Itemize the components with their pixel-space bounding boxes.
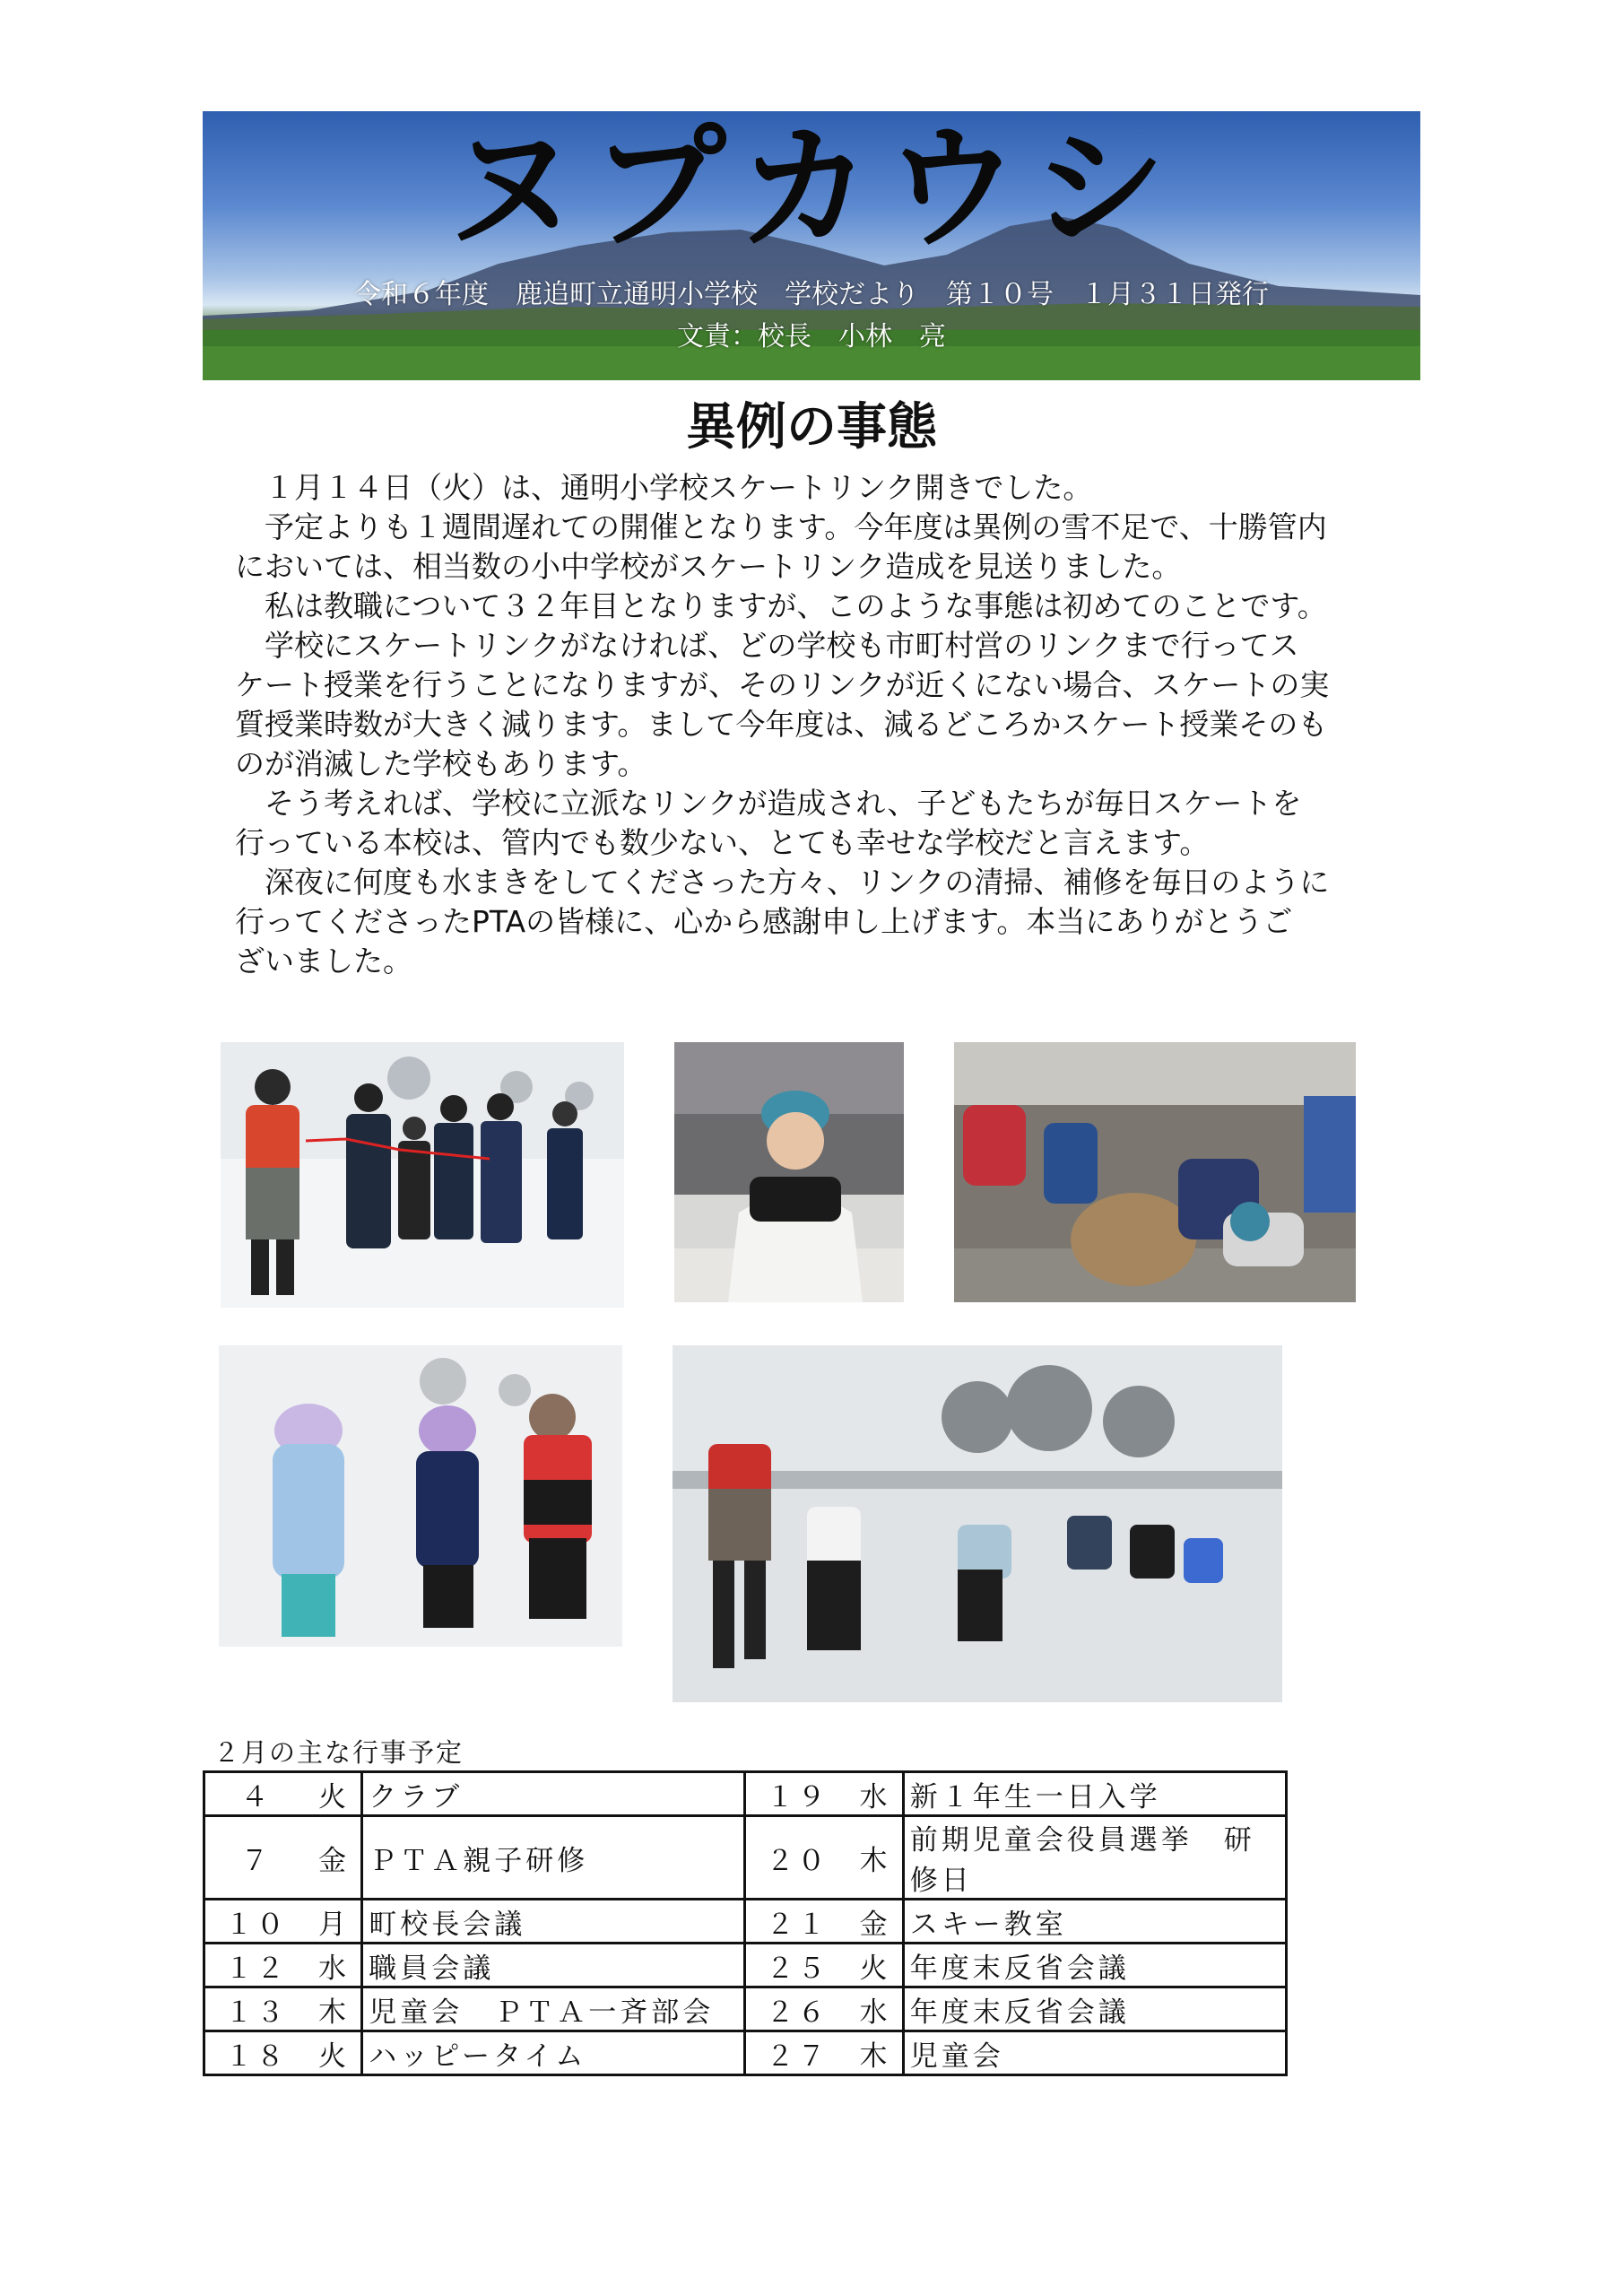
- schedule-day: ４: [204, 1772, 308, 1816]
- schedule-day: ２７: [745, 2031, 848, 2075]
- table-row: [204, 1816, 1287, 1900]
- schedule-event: クラブ: [362, 1772, 745, 1816]
- schedule-day: １８: [204, 2031, 308, 2075]
- schedule-weekday: 火: [308, 2031, 362, 2075]
- table-row: [204, 1900, 1287, 1944]
- table-row: [204, 1772, 1287, 1816]
- schedule-day: １２: [204, 1944, 308, 1987]
- schedule-weekday: 水: [308, 1944, 362, 1987]
- table-row: [204, 1944, 1287, 1987]
- schedule-weekday: 水: [848, 1772, 903, 1816]
- table-row: [204, 1987, 1287, 2031]
- schedule-weekday: 水: [848, 1987, 903, 2031]
- schedule-weekday: 火: [308, 1772, 362, 1816]
- photo-rink-opening-ceremony: [221, 1042, 624, 1308]
- newsletter-author: 文責：校長 小林 亮: [677, 321, 946, 352]
- photo-student-portrait: [674, 1042, 904, 1302]
- photo-skaters-in-line: [673, 1345, 1282, 1702]
- schedule-day: １９: [745, 1772, 848, 1816]
- schedule-event: 年度末反省会議: [903, 1944, 1286, 1987]
- schedule-weekday: 木: [848, 1816, 903, 1900]
- schedule-event: 児童会 ＰＴＡ一斉部会: [362, 1987, 745, 2031]
- schedule-weekday: 金: [308, 1816, 362, 1900]
- newsletter-title: ヌプカウシ: [444, 111, 1179, 267]
- schedule-day: ２５: [745, 1944, 848, 1987]
- article-paragraph: 学校にスケートリンクがなければ、どの学校も市町村営のリンクまで行ってス ケート授業を行うことになりますが、そのリンクが近くにない場合、スケートの実 質授業時数が大きく減ります。まして今年度は、減るどころかスケート授業そのも のが消滅した学校もあります。: [235, 628, 1330, 781]
- schedule-day: １０: [204, 1900, 308, 1944]
- schedule-event: 前期児童会役員選挙 研修日: [903, 1816, 1286, 1900]
- newsletter-issue-info: 令和６年度 鹿追町立通明小学校 学校だより 第１０号 １月３１日発行: [354, 279, 1269, 310]
- schedule-day: １３: [204, 1987, 308, 2031]
- schedule-event: 年度末反省会議: [903, 1987, 1286, 2031]
- schedule-weekday: 火: [848, 1944, 903, 1987]
- schedule-table: [203, 1770, 1288, 2076]
- header-banner: [203, 111, 1420, 380]
- article-heading: 異例の事態: [686, 398, 937, 457]
- schedule-event: 新１年生一日入学: [903, 1772, 1286, 1816]
- article-paragraph: １月１４日（火）は、通明小学校スケートリンク開きでした。: [235, 470, 1093, 505]
- schedule-weekday: 月: [308, 1900, 362, 1944]
- article-paragraph: そう考えれば、学校に立派なリンクが造成され、子どもたちが毎日スケートを 行っている本校は、管内でも数少ない、とても幸せな学校だと言えます。: [235, 786, 1302, 860]
- schedule-weekday: 木: [308, 1987, 362, 2031]
- schedule-day: ２０: [745, 1816, 848, 1900]
- article-paragraph: 深夜に何度も水まきをしてくださった方々、リンクの清掃、補修を毎日のように 行ってくださったPTAの皆様に、心から感謝申し上げます。本当にありがとうご ざいました。: [235, 865, 1330, 978]
- schedule-event: 職員会議: [362, 1944, 745, 1987]
- article-paragraph: 予定よりも１週間遅れての開催となります。今年度は異例の雪不足で、十勝管内 においては、相当数の小中学校がスケートリンク造成を見送りました。: [235, 509, 1327, 584]
- schedule-weekday: 金: [848, 1900, 903, 1944]
- schedule-event: 町校長会議: [362, 1900, 745, 1944]
- schedule-event: スキー教室: [903, 1900, 1286, 1944]
- schedule-day: ７: [204, 1816, 308, 1900]
- photo-putting-on-skates: [954, 1042, 1356, 1302]
- schedule-day: ２６: [745, 1987, 848, 2031]
- table-row: [204, 2031, 1287, 2075]
- schedule-title: ２月の主な行事予定: [213, 1737, 464, 1768]
- schedule-day: ２１: [745, 1900, 848, 1944]
- schedule-event: ＰＴＡ親子研修: [362, 1816, 745, 1900]
- schedule-event: 児童会: [903, 2031, 1286, 2075]
- schedule-event: ハッピータイム: [362, 2031, 745, 2075]
- schedule-weekday: 木: [848, 2031, 903, 2075]
- article-paragraph: 私は教職について３２年目となりますが、このような事態は初めてのことです。: [235, 588, 1327, 623]
- photo-children-on-ice: [219, 1345, 622, 1647]
